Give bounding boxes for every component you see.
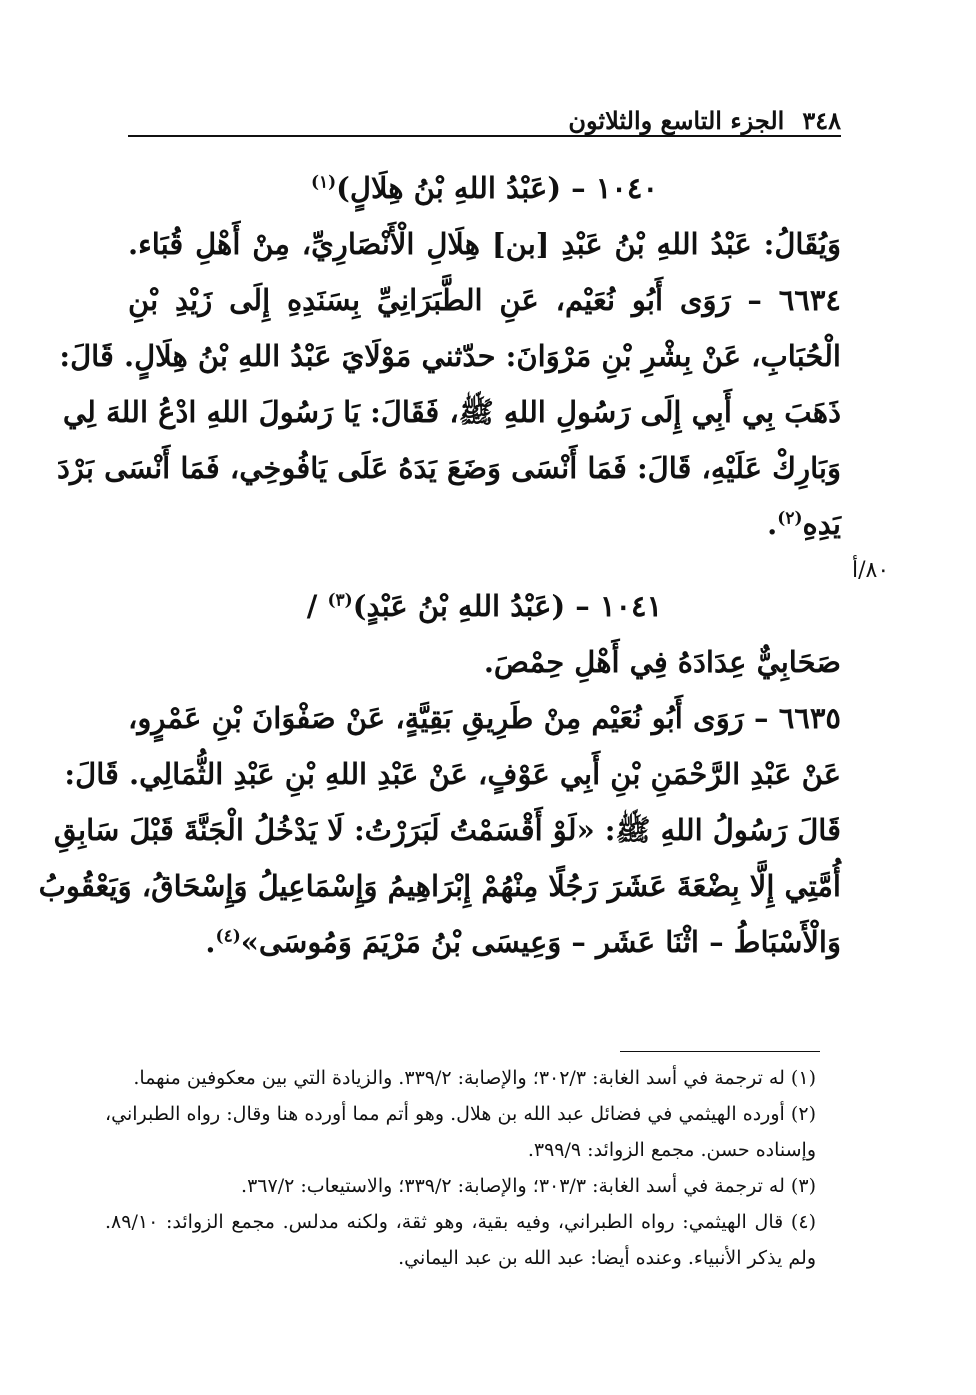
footnote-ref-4[interactable]: (٤) (215, 926, 241, 947)
footnote-4: (٤) قال الهيثمي: رواه الطبراني، وفيه بقية، وهو ثقة، ولكنه مدلس. مجمع الزوائد: ٨٩/١٠. ولم يذكر الأنبياء. وعنده أيضا: عبد الله بن عبد اليماني. (105, 1211, 816, 1269)
footnote-1: (١) له ترجمة في أسد الغابة: ٣٠٢/٣؛ والإصابة: ٣٣٩/٢. والزيادة التي بين معكوفين منهما. (133, 1067, 816, 1089)
footnote-separator (620, 1051, 820, 1052)
page-header (130, 95, 841, 135)
text-line: الْحُبَابِ، عَنْ بِشْرِ بْنِ مَرْوَانَ: حدّثني مَوْلَايَ عَبْدُ اللهِ بْنُ هِلَالٍ. قَالَ: (59, 339, 841, 373)
text-line-last: وَالْأَسْبَاطُ – اثْنَا عَشَر – وَعِيسَى بْنُ مَرْيَمَ وَمُوسَى»$^{(٤)}$. (205, 925, 841, 959)
text-line: وَبَارِكْ عَلَيْهِ، قَالَ: فَمَا أَنْسَى وَضَعَ يَدَهُ عَلَى يَافُوخِي، فَمَا أَنْسَى بَرْدَ (56, 451, 841, 485)
page-number: ٣٤٨ (802, 106, 841, 135)
entry-title-1040: ١٠٤٠ – (عَبْدُ اللهِ بْنُ هِلَالٍ)$^{(١)}$ (310, 171, 659, 205)
footnote-ref-2[interactable]: (٢) (777, 508, 803, 529)
part-title: الجزء التاسع والثلاثون (568, 106, 785, 135)
text-line: صَحَابِيٌّ عِدَادَهُ فِي أَهْلِ حِمْصَ. (483, 645, 841, 679)
text-line: ٦٦٣٥ – رَوَى أَبُو نُعَيْم مِنْ طَرِيقِ بَقِيَّةٍ، عَنْ صَفْوَانَ بْنِ عَمْرٍو، (128, 701, 841, 735)
header-rule (128, 135, 841, 137)
footnote-3: (٣) له ترجمة في أسد الغابة: ٣٠٣/٣؛ والإصابة: ٣٣٩/٢؛ والاستيعاب: ٣٦٧/٢. (241, 1175, 816, 1197)
main-text (38, 160, 841, 970)
text-line: ٦٦٣٤ – رَوَى أَبُو نُعَيْم، عَنِ الطَّبَرَانِيِّ بِسَنَدِهِ إِلَى زَيْدِ بْنِ (128, 283, 841, 317)
footnote-ref-1[interactable]: (١) (310, 172, 337, 193)
footnote-2: (٢) أورده الهيثمي في فضائل عبد الله بن هلال. وهو أتم مما أورده هنا وقال: رواه الطبراني، وإسناده حسن. مجمع الزوائد: ٣٩٩/٩. (105, 1103, 816, 1161)
text-line-last: يَدِهِ$^{(٢)}$. (767, 507, 841, 541)
text-line: وَيُقَالُ: عَبْدُ اللهِ بْنُ عَبْدِ [بن] هِلَالِ الْأَنْصَارِيِّ، مِنْ أَهْلِ قُبَاء. (128, 227, 841, 261)
footnotes (105, 1060, 816, 1276)
manuscript-folio-note: ٨٠/أ (852, 558, 890, 583)
text-line: ذَهَبَ بِي أَبِي إِلَى رَسُولِ اللهِ ﷺ، فَقَالَ: يَا رَسُولَ اللهِ ادْعُ اللهَ لِي (62, 395, 841, 429)
text-line: عَنْ عَبْدِ الرَّحْمَنِ بْنِ أَبِي عَوْفٍ، عَنْ عَبْدِ اللهِ بْنِ عَبْدِ الثُّمَالِي. قَالَ: (64, 757, 841, 791)
text-line: أُمَّتِي إِلَّا بِضْعَةَ عَشَرَ رَجُلًا مِنْهُمْ إِبْرَاهِيمُ وَإِسْمَاعِيلُ وَإِسْحَاقُ، وَيَعْقُوبُ (38, 869, 841, 903)
text-line: قَالَ رَسُولُ اللهِ ﷺ: «لَوْ أَقْسَمْتُ لَبَرَرْتُ: لَا يَدْخُلُ الْجَنَّةَ قَبْلَ سَابِقِ (53, 813, 841, 847)
entry-title-1041: ١٠٤١ – (عَبْدُ اللهِ بْنُ عَبْدٍ)$^{(٣)}$ / (306, 589, 663, 623)
footnote-ref-3[interactable]: (٣) (327, 590, 353, 611)
